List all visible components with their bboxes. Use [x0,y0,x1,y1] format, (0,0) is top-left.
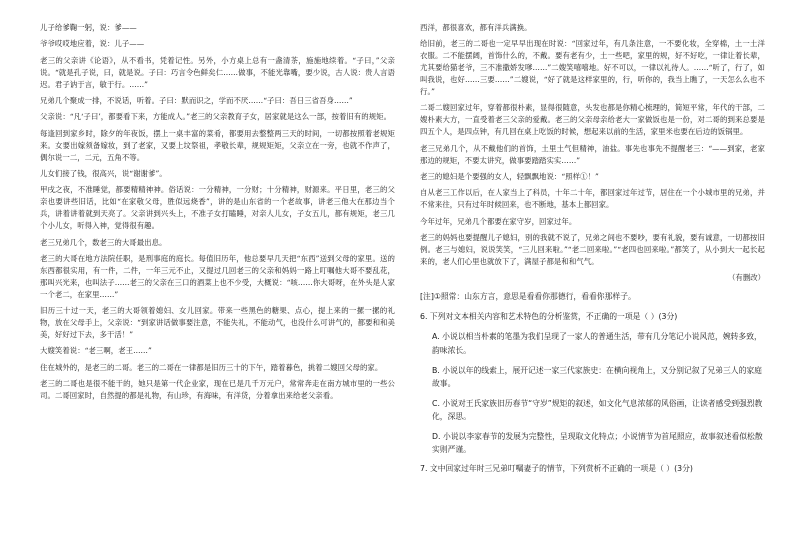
right-column [420,22,765,482]
story-paragraph: 每逢回到家乡时，除夕的年夜饭，摆上一桌丰富的菜肴，都要用去整整两三天的时间，一切都按照着老规矩来。女要出嫁须备嫁妆，到了老家，又要上坟祭祖，孝敬长辈，规规矩矩，父亲立在一旁，也就不作声了，偶尔说一二，二元，五角不等。 [40,128,395,162]
story-paragraph: 甲戌之夜，不准睡觉，都要精精神神。俗话说：一分精神，一分财；十分精神，财源来。平日里，老三的父亲也要讲些旧话，比如“在家敬父母，胜似远烧香”，讲的是山东省的一个老故事，讲老三他大在那边当个兵，讲着讲着就到天亮了。父亲讲到兴头上，不准子女打瞌睡，对亲人儿女，子女五儿，都有规矩，老三几个小儿女，听得入神，觉得很有趣。 [40,185,395,231]
story-paragraph: 老三的二哥也是很不能干的，她只是第一代企业家，现在已是几千万元户，常常奔走在南方城市里的一些公司。二哥回家时，自然提的都是礼物，有山珍，有海味，有洋货，分着拿出来给老父亲看。 [40,379,395,401]
question-6-option-b: B. 小说以年的线索上，展开记述一家三代家族史：在横向视角上，又分别记叙了兄弟三人的家庭故事。 [432,365,762,389]
story-paragraph: 儿子给爹鞠一躬，说：爹—— [40,23,137,32]
story-paragraph: 老三的媳妇是个要强的女人，轻飘飘地说：“照样①！” [420,171,599,181]
question-6-option-c: C. 小说对王氏家族旧历春节“守岁”规矩的叙述，如文化气息浓郁的风俗画，让读者感受到强烈教化，深思。 [432,398,763,422]
footnote: [注]①照常：山东方言，意思是看看你那德行，看看你那样子。 [420,292,636,302]
question-6-option-a: A. 小说以相当朴素的笔墨为我们呈现了一家人的普通生活，带有几分笔记小说风范，婉转多致，韵味浓长。 [432,332,762,355]
story-paragraph: 老三的妈妈也要提醒儿子媳妇，别的我就不说了，兄弟之间也不要吵，要有礼貌，要有诚意，一切都按旧例。老三与媳妇，说说笑笑，“三儿回来啦。”“老二回来啦。”“老四也回来啦。”都笑了，从小到大一起长起来的，老人们心里也就放下了，满屋子都是和和气气。 [420,233,765,266]
story-paragraph: 老三的父亲讲《论语》，从不看书，凭着记性。另外，小方桌上总有一盏清茶，施施地续着。“子曰，”父亲说。“就是孔子说，曰，就是说。子曰：巧言令色鲜矣仁……做事，不能光靠嘴，要少说，古人说：贵人言语迟。君子讷于言，敏于行。……” [40,55,395,89]
question-6-stem: 6. 下列对文本相关内容和艺术特色的分析鉴赏，不正确的一项是（ ）(3分) [420,312,678,322]
story-paragraph: 自从老三工作以后，在人家当上了科员，十年二十年，都回家过年过节，居住在一个小城市里的兄弟，并不常来往，只有过年时候回来，也不断地，基本上都回家。 [420,188,765,210]
story-paragraph: 给旧前，老三的二哥也一定早早出现在时说：“回家过年，有几条注意，一不要化妆，全穿棉，土一土洋衣服。二不能摆阔，首饰什么的，不戴。要有老有少，土一些吧，家里的规，好不好吃，一律让着长辈，尤其要给猫老爷，三不准撒娇发嗲……”二嫂笑嘻嘻地。好不可以，一律以礼待人。……“听了，行了，如叫我说，也好……三要……”二嫂说，“好了就是这样家里的，行，听你的，我当上瞧了，一天怎么么也不行。” [420,39,765,97]
story-paragraph: 大嫂笑着说：“老三啊，老王……” [40,346,152,356]
story-paragraph: 旧历三十过一天，老三的大哥领着媳妇、女儿回家。带来一些黑色的糖果、点心，提上来的一摞一摞的礼物，放在父母手上，父亲说：“到家讲话做事要注意，不能失礼，不能动气，也没什么可讲气的，都要和和美美，好好过下去，多干活！” [40,306,395,339]
story-paragraph: 爷爷哎哎地应着，说：儿子—— [40,39,145,49]
question-6-option-d: D. 小说以李家春节的发展为完整性，呈现取文化特点；小说情节为首尾照应，故事叙述看似松散实则严谨。 [432,431,763,455]
story-paragraph: 父亲说：“凡‘子曰’，都要看下来，方能成人。”老三的父亲教育子女，居家就是这么一部，按着旧有的规矩。 [40,112,392,122]
story-paragraph: 二哥二嫂回家过年，穿着都很朴素，显得很随意，头发也都是你精心梳理的，简短平常，年代的干部，二嫂朴素大方，一直受着老三父亲的爱戴。老三的父亲母亲给老大一家做饭也是一份，对二哥的到来总要是四五个人，是四点钟，有几回在桌上吃饭的时候，想起来以前的生活，家里米也要在后边的饭锅里。 [420,103,765,137]
story-paragraph: 今年过年，兄弟几个都要在家守岁，回家过年。 [420,216,577,226]
story-paragraph: 住在城外的，是老三的二哥。老三的二哥在一律都是旧历三十的下午，踏着暮色，挑着二嫂回父母的家。 [40,362,383,372]
story-paragraph: 西洋，都很喜欢，都有洋兵满换。 [420,23,532,32]
left-column [40,22,395,406]
story-paragraph: 兄弟几个聚成一排，不说话，听着。子曰：默而识之，学而不厌……“子曰：吾日三省吾身……” [40,96,353,106]
source-note: （有删改） [728,273,765,283]
story-paragraph: 老三的大哥在地方法院任职，是刑事庭的庭长。每值旧历年，他总要早几天把“东西”送到父母的家里。送的东西都很实用，有一件，二件，一年三元不止，又提过几回老三的父亲和妈妈一路上叮嘱他大哥不要乱花，那叫兴光来，也叫法子……老三的父亲在三口的酒菜上也不少受，大概说：“咳……你大哥呀，在外头是人家一个老二，在家里……” [40,254,395,299]
question-7-stem: 7. 文中回家过年时三兄弟叮嘱妻子的情节，下列赏析不正确的一项是（ ）(3分) [420,464,693,474]
story-paragraph: 老三兄弟几个，数老三的大哥最出息。 [40,237,167,247]
story-paragraph: 儿女们接了钱，很高兴，说“谢谢爹”。 [40,169,167,179]
story-paragraph: 老三兄弟几个，从不戴他们的首饰，土里土气但精神，油盐。事先也事先不提醒老三：“——到家，老家那边的规矩，不要太讲究，做事要踏踏实实……” [420,143,765,165]
